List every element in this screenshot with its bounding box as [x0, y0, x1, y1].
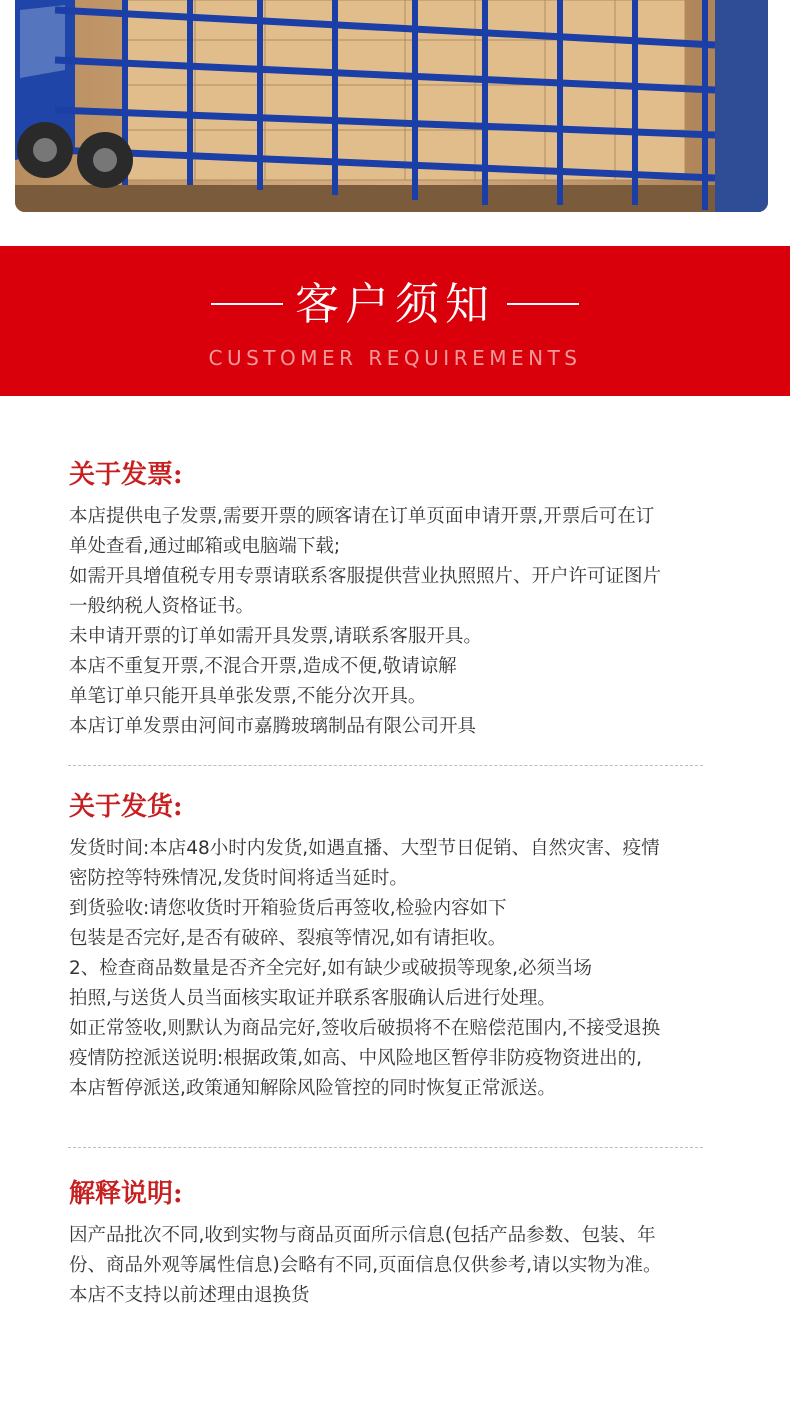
shipping-heading: 关于发货: — [69, 792, 183, 822]
section-divider — [68, 1147, 703, 1148]
invoice-line: 未申请开票的订单如需开具发票,请联系客服开具。 — [69, 626, 482, 647]
truck-photo — [15, 0, 768, 212]
explanation-line: 本店不支持以前述理由退换货 — [69, 1285, 310, 1306]
invoice-line: 本店不重复开票,不混合开票,造成不便,敬请谅解 — [69, 656, 457, 677]
invoice-line: 单处查看,通过邮箱或电脑端下载; — [69, 536, 341, 557]
banner-title — [0, 278, 790, 332]
explanation-heading: 解释说明: — [69, 1179, 183, 1209]
left-dash — [211, 303, 283, 305]
shipping-line: 如正常签收,则默认为商品完好,签收后破损将不在赔偿范围内,不接受退换 — [69, 1018, 661, 1039]
shipping-section — [69, 790, 719, 1104]
invoice-line: 本店提供电子发票,需要开票的顾客请在订单页面申请开票,开票后可在订 — [69, 506, 655, 527]
explanation-line: 份、商品外观等属性信息)会略有不同,页面信息仅供参考,请以实物为准。 — [69, 1255, 662, 1276]
shipping-line: 本店暂停派送,政策通知解除风险管控的同时恢复正常派送。 — [69, 1078, 556, 1099]
shipping-line: 发货时间:本店48小时内发货,如遇直播、大型节日促销、自然灾害、疫情 — [69, 838, 660, 859]
shipping-line: 疫情防控派送说明:根据政策,如高、中风险地区暂停非防疫物资进出的, — [69, 1048, 642, 1069]
shipping-line: 2、检查商品数量是否齐全完好,如有缺少或破损等现象,必须当场 — [69, 958, 593, 979]
shipping-line: 拍照,与送货人员当面核实取证并联系客服确认后进行处理。 — [69, 988, 556, 1009]
invoice-line: 本店订单发票由河间市嘉腾玻璃制品有限公司开具 — [69, 716, 477, 737]
shipping-line: 到货验收:请您收货时开箱验货后再签收,检验内容如下 — [69, 898, 507, 919]
invoice-heading: 关于发票: — [69, 460, 183, 490]
explanation-section — [69, 1177, 719, 1311]
shipping-line: 密防控等特殊情况,发货时间将适当延时。 — [69, 868, 408, 889]
section-divider — [68, 765, 703, 766]
invoice-section — [69, 458, 719, 742]
banner-title-text: 客户须知 — [295, 279, 495, 330]
invoice-line: 单笔订单只能开具单张发票,不能分次开具。 — [69, 686, 427, 707]
invoice-line: 如需开具增值税专用专票请联系客服提供营业执照照片、开户许可证图片 — [69, 566, 662, 587]
shipping-line: 包装是否完好,是否有破碎、裂痕等情况,如有请拒收。 — [69, 928, 507, 949]
right-dash — [507, 303, 579, 305]
invoice-line: 一般纳税人资格证书。 — [69, 596, 255, 617]
banner-subtitle: CUSTOMER REQUIREMENTS — [208, 346, 582, 370]
explanation-line: 因产品批次不同,收到实物与商品页面所示信息(包括产品参数、包装、年 — [69, 1225, 656, 1246]
truck-illustration — [15, 0, 768, 212]
